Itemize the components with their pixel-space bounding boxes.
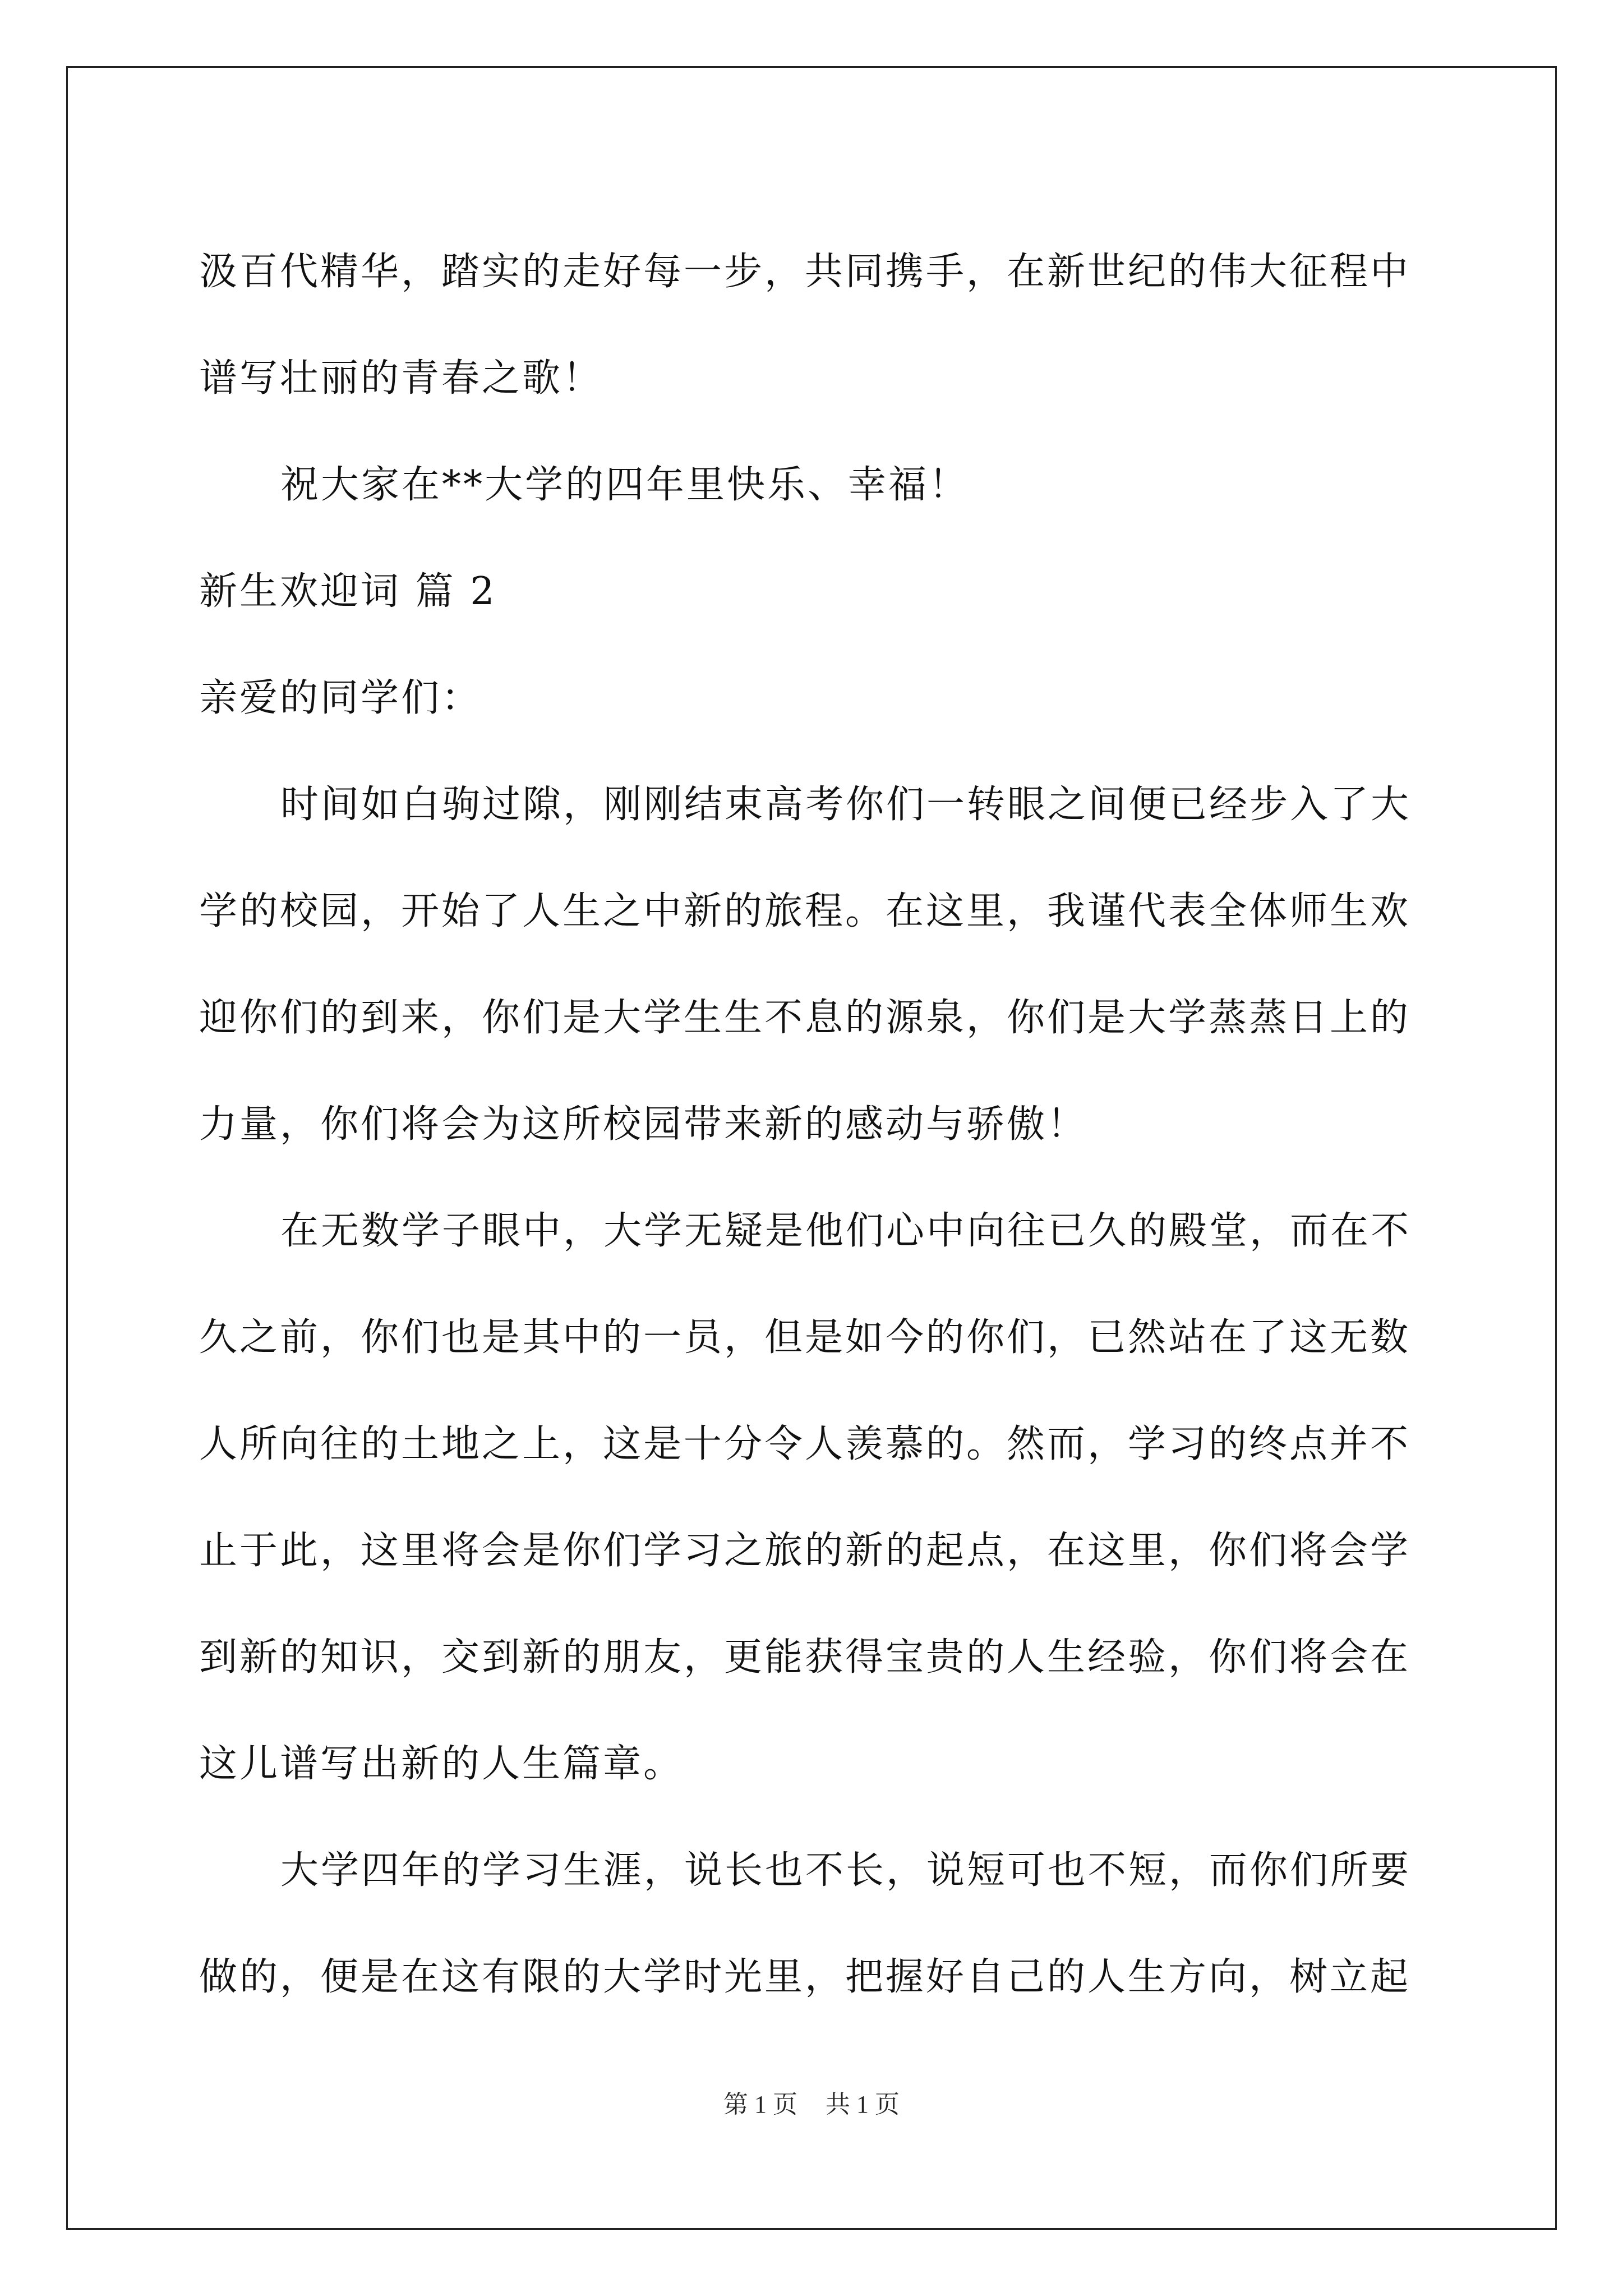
text-line-9: 力量，你们将会为这所校园带来新的感动与骄傲！	[199, 1102, 1088, 1147]
text-line-8: 迎你们的到来，你们是大学生生不息的源泉，你们是大学蒸蒸日上的	[199, 996, 1411, 1040]
text-line-1: 汲百代精华，踏实的走好每一步，共同携手，在新世纪的伟大征程中	[199, 250, 1411, 294]
page-number: 第 1 页	[723, 2091, 797, 2118]
section-heading: 新生欢迎词 篇 2	[199, 569, 497, 614]
text-line-7: 学的校园，开始了人生之中新的旅程。在这里，我谨代表全体师生欢	[199, 889, 1411, 933]
text-line-3: 祝大家在**大学的四年里快乐、幸福！	[280, 463, 970, 507]
text-line-10: 在无数学子眼中，大学无疑是他们心中向往已久的殿堂，而在不	[280, 1209, 1412, 1253]
text-line-17: 做的，便是在这有限的大学时光里，把握好自己的人生方向，树立起	[199, 1955, 1411, 1999]
text-line-13: 止于此，这里将会是你们学习之旅的新的起点，在这里，你们将会学	[199, 1529, 1411, 1573]
document-body	[199, 219, 1427, 2031]
text-line-11: 久之前，你们也是其中的一员，但是如今的你们，已然站在了这无数	[199, 1315, 1411, 1360]
text-line-14: 到新的知识，交到新的朋友，更能获得宝贵的人生经验，你们将会在	[199, 1635, 1411, 1680]
text-line-6: 时间如白驹过隙，刚刚结束高考你们一转眼之间便已经步入了大	[280, 783, 1412, 827]
text-line-2: 谱写壮丽的青春之歌！	[199, 356, 603, 401]
text-line-12: 人所向往的土地之上，这是十分令人羡慕的。然而，学习的终点并不	[199, 1422, 1411, 1466]
page-footer	[0, 2084, 1623, 2120]
text-line-15: 这儿谱写出新的人生篇章。	[199, 1742, 684, 1786]
page-total: 共 1 页	[826, 2091, 900, 2118]
text-line-16: 大学四年的学习生涯，说长也不长，说短可也不短，而你们所要	[280, 1848, 1412, 1893]
salutation: 亲爱的同学们：	[199, 676, 482, 720]
